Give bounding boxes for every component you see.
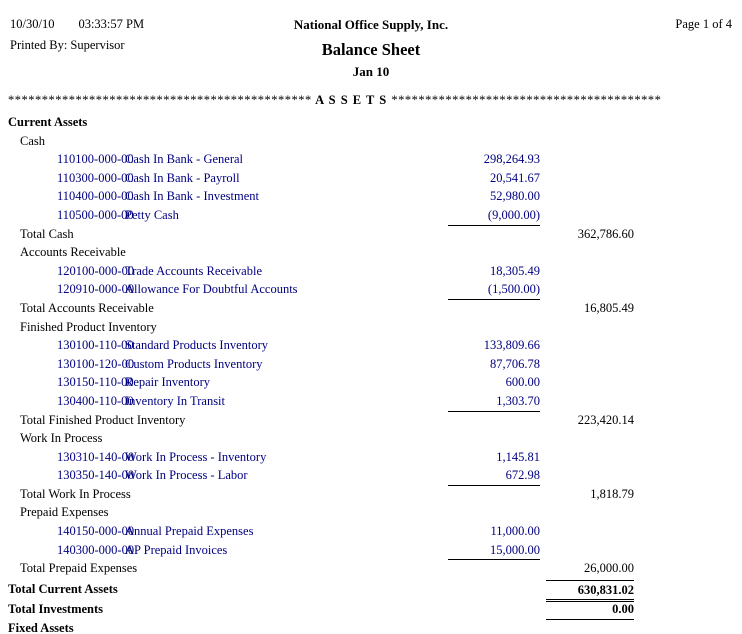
account-number: 130150-110-00 — [57, 375, 134, 390]
total-label: Total Cash — [20, 226, 74, 241]
grand-total-label: Total Investments — [8, 602, 104, 617]
report-title: Balance Sheet — [321, 40, 421, 59]
account-number: 120910-000-00 — [57, 282, 135, 297]
section-label: Fixed Assets — [8, 621, 74, 634]
total-label: Total Accounts Receivable — [20, 300, 154, 315]
account-row — [0, 280, 742, 299]
account-amount: 52,980.00 — [490, 189, 540, 204]
account-row — [0, 150, 742, 169]
account-name: AP Prepaid Invoices — [125, 542, 228, 557]
printed-by: Printed By: Supervisor — [10, 38, 125, 52]
total-row — [0, 299, 742, 318]
page-number: Page 1 of 4 — [675, 17, 732, 31]
section-label: Current Assets — [8, 115, 88, 129]
subsection-label: Finished Product Inventory — [20, 319, 157, 334]
account-row — [0, 206, 742, 225]
report-time: 03:33:57 PM — [78, 17, 145, 31]
account-number: 120100-000-00 — [57, 263, 135, 278]
total-row — [0, 411, 742, 430]
account-name: Trade Accounts Receivable — [125, 263, 262, 278]
account-name: Work In Process - Inventory — [125, 449, 267, 464]
account-amount: 600.00 — [505, 375, 540, 390]
account-name: Cash In Bank - Investment — [125, 189, 260, 204]
total-label: Total Prepaid Expenses — [20, 561, 138, 576]
account-row — [0, 392, 742, 411]
account-row — [0, 373, 742, 392]
report-date: 10/30/10 — [10, 17, 55, 31]
account-number: 130400-110-00 — [57, 393, 134, 408]
account-number: 130310-140-00 — [57, 449, 135, 464]
account-number: 140300-000-00 — [57, 542, 135, 557]
grand-row — [0, 580, 742, 599]
total-amount: 1,818.79 — [590, 486, 634, 501]
subsection-row — [0, 132, 742, 151]
grand-total-amount: 630,831.02 — [546, 580, 634, 603]
banner-label: A S S E T S — [311, 93, 392, 107]
account-number: 110300-000-00 — [57, 170, 134, 185]
grand-row — [0, 600, 742, 619]
account-number: 140150-000-00 — [57, 524, 135, 539]
account-name: Standard Products Inventory — [125, 338, 269, 353]
account-name: Inventory In Transit — [125, 393, 225, 408]
account-amount: 11,000.00 — [490, 524, 540, 539]
account-number: 110400-000-00 — [57, 189, 134, 204]
account-amount: (9,000.00) — [448, 206, 540, 226]
account-name: Work In Process - Labor — [125, 468, 248, 483]
account-amount: 15,000.00 — [448, 541, 540, 561]
total-amount: 223,420.14 — [577, 412, 634, 427]
account-row — [0, 355, 742, 374]
subsection-label: Cash — [20, 133, 45, 148]
banner-stars-left: ********************************************* — [8, 93, 312, 107]
account-name: Custom Products Inventory — [125, 356, 263, 371]
report-period: Jan 10 — [352, 64, 390, 79]
account-row — [0, 336, 742, 355]
account-amount: 133,809.66 — [483, 338, 540, 353]
account-amount: 1,303.70 — [448, 392, 540, 412]
banner-stars-right: **************************************** — [391, 93, 662, 107]
grand-total-amount: 0.00 — [546, 600, 634, 620]
total-amount: 362,786.60 — [577, 226, 634, 241]
report-body — [0, 113, 742, 634]
grand-total-label: Total Current Assets — [8, 581, 118, 596]
account-number: 110500-000-00 — [57, 207, 134, 222]
total-label: Total Finished Product Inventory — [20, 412, 186, 427]
total-row — [0, 225, 742, 244]
account-row — [0, 448, 742, 467]
total-row — [0, 485, 742, 504]
subsection-label: Prepaid Expenses — [20, 505, 109, 520]
account-number: 110100-000-00 — [57, 152, 134, 167]
account-row — [0, 169, 742, 188]
account-row — [0, 187, 742, 206]
subsection-row — [0, 243, 742, 262]
account-number: 130350-140-00 — [57, 468, 135, 483]
account-row — [0, 522, 742, 541]
section-row — [0, 619, 742, 634]
total-row — [0, 559, 742, 578]
account-amount: 298,264.93 — [483, 152, 540, 167]
total-amount: 16,805.49 — [584, 300, 634, 315]
account-name: Annual Prepaid Expenses — [125, 524, 254, 539]
account-number: 130100-110-00 — [57, 338, 134, 353]
account-row — [0, 541, 742, 560]
subsection-row — [0, 429, 742, 448]
account-amount: 18,305.49 — [490, 263, 540, 278]
subsection-label: Work In Process — [20, 431, 103, 446]
assets-banner — [8, 93, 661, 108]
subsection-row — [0, 503, 742, 522]
account-name: Repair Inventory — [125, 375, 211, 390]
company-name: National Office Supply, Inc. — [293, 17, 449, 32]
account-name: Allowance For Doubtful Accounts — [125, 282, 298, 297]
total-amount: 26,000.00 — [584, 561, 634, 576]
account-amount: 20,541.67 — [490, 170, 540, 185]
account-number: 130100-120-00 — [57, 356, 135, 371]
account-name: Petty Cash — [125, 207, 179, 222]
section-row — [0, 113, 742, 132]
account-name: Cash In Bank - General — [125, 152, 244, 167]
account-row — [0, 466, 742, 485]
total-label: Total Work In Process — [20, 486, 131, 501]
account-amount: 1,145.81 — [496, 449, 540, 464]
account-row — [0, 262, 742, 281]
subsection-row — [0, 318, 742, 337]
account-amount: 87,706.78 — [490, 356, 540, 371]
account-name: Cash In Bank - Payroll — [125, 170, 240, 185]
subsection-label: Accounts Receivable — [20, 245, 126, 260]
report-header — [0, 17, 742, 80]
account-amount: 672.98 — [448, 466, 540, 486]
account-amount: (1,500.00) — [448, 280, 540, 300]
